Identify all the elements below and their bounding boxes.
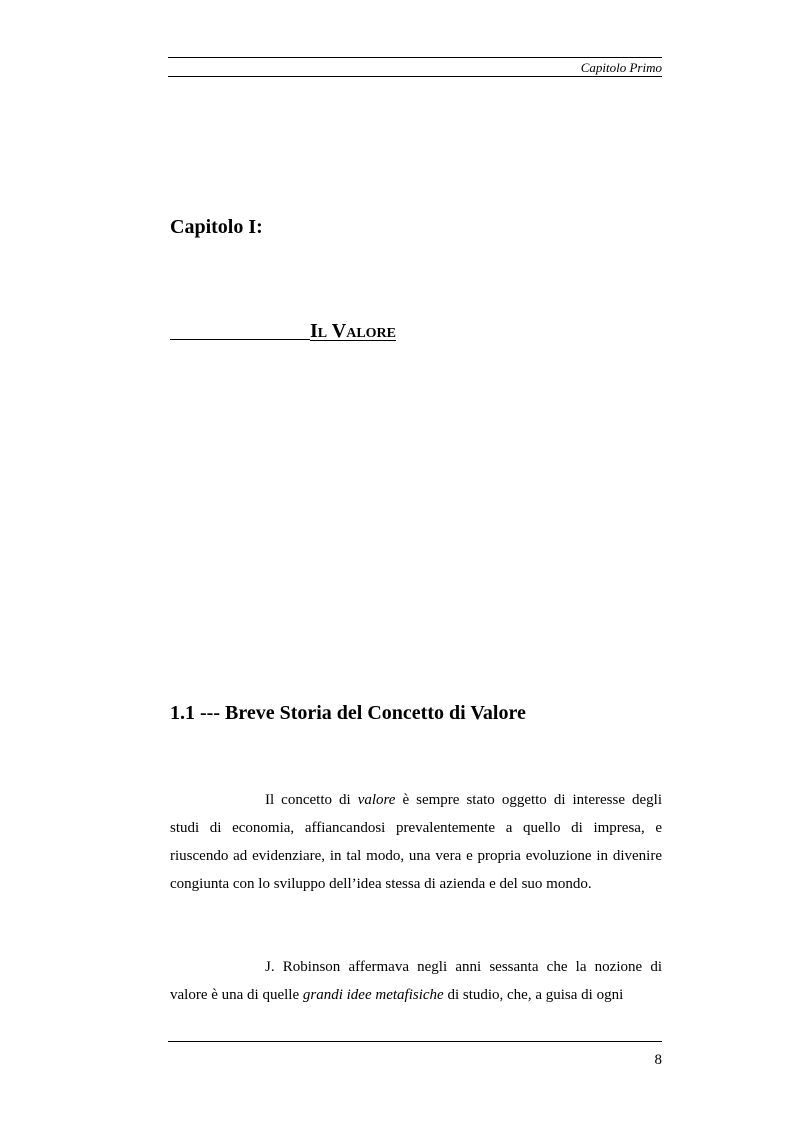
running-head: Capitolo Primo bbox=[580, 60, 662, 75]
chapter-title: Il Valore bbox=[310, 320, 396, 342]
paragraph-1-emphasis: valore bbox=[357, 792, 396, 808]
page-number: 8 bbox=[654, 1052, 662, 1068]
chapter-title-rule bbox=[170, 339, 310, 340]
body-paragraph-2 bbox=[170, 953, 662, 1009]
paragraph-1-text-b: è sempre stato oggetto di interesse degli studi di economia, affiancandosi prevalentemente a quello di impresa, e riuscendo ad evidenziare, in tal modo, una vera e propria evoluzione in divenire congiunta con lo sviluppo dell’idea stessa di azienda e del suo mondo. bbox=[170, 792, 662, 892]
section-heading: 1.1 --- Breve Storia del Concetto di Valore bbox=[170, 702, 526, 724]
paragraph-2-text-a: J. Robinson affermava negli anni sessanta che la nozione di valore è una di quelle bbox=[170, 959, 662, 1003]
header-top-rule bbox=[168, 57, 662, 58]
body-paragraph-1 bbox=[170, 786, 662, 898]
paragraph-2-text-b: di studio, che, a guisa di ogni bbox=[443, 987, 624, 1003]
header-bottom-rule bbox=[168, 76, 662, 77]
footer-rule bbox=[168, 1041, 662, 1042]
paragraph-2-emphasis: grandi idee metafisiche bbox=[302, 987, 444, 1003]
paragraph-1-text-a: Il concetto di bbox=[265, 792, 358, 808]
chapter-label: Capitolo I: bbox=[170, 216, 263, 238]
